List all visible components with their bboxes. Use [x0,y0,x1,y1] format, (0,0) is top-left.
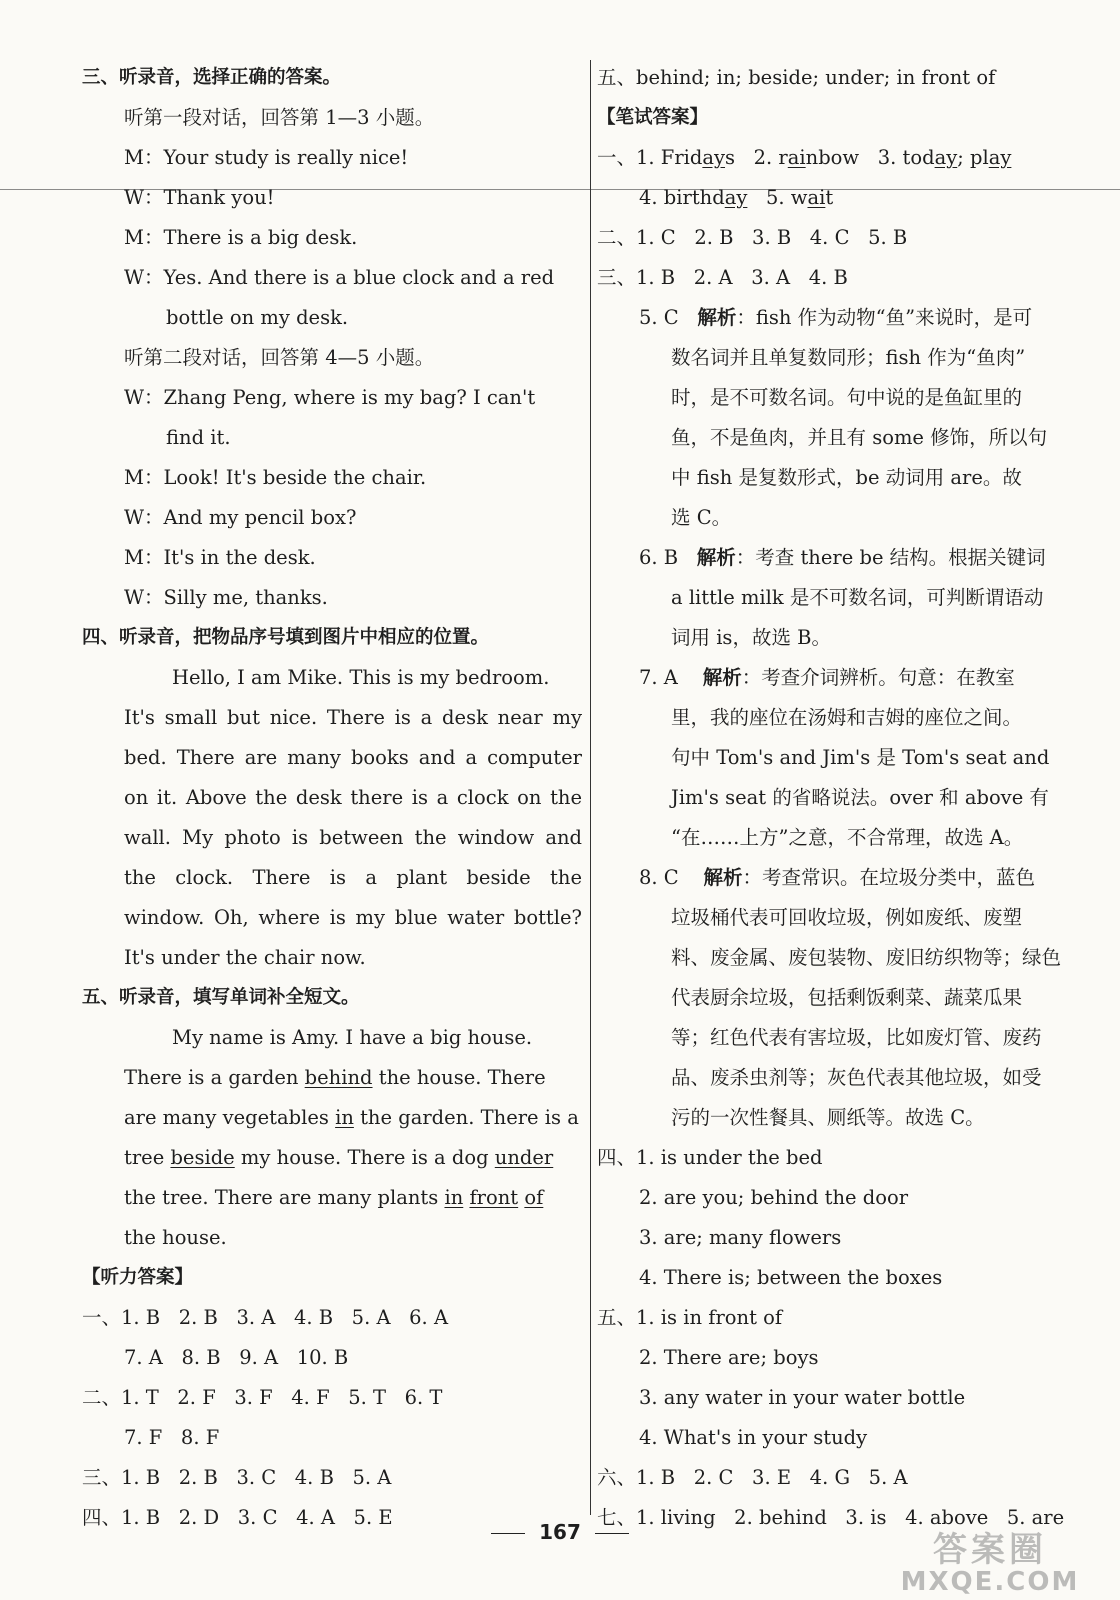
answer-row: 7. A 8. B 9. A 10. B [124,1346,349,1369]
passage-line: bed. There are many books and a computer [124,746,582,769]
dialogue-line: M：Look! It's beside the chair. [124,466,427,489]
dialogue-line: M：Your study is really nice! [124,146,409,169]
explanation-line: “在……上方”之意，不合常理，故选 A。 [671,826,1024,849]
answer-row: 二、1. T 2. F 3. F 4. F 5. T 6. T [82,1386,443,1409]
explanation-line: 时，是不可数名词。句中说的是鱼缸里的 [671,386,1023,409]
answer-blank: in [444,1186,464,1209]
passage-line: There is a garden behind the house. There [124,1066,546,1089]
passage-line: the tree. There are many plants in front of [124,1186,544,1209]
dialogue-line: M：It's in the desk. [124,546,316,569]
answer-row: 四、1. is under the bed [597,1146,823,1169]
answer-blank: behind [304,1066,373,1089]
explanation-line: 数名词并且单复数同形；fish 作为“鱼肉” [671,346,1026,369]
section-3-heading: 三、听录音，选择正确的答案。 [82,67,342,88]
explanation-q6: 6. B 解析：考查 there be 结构。根据关键词 [639,546,1046,569]
answer-row: 3. are; many flowers [639,1226,842,1249]
answer-row: 4. What's in your study [639,1426,868,1449]
answer-row: 五、1. is in front of [597,1306,783,1329]
passage-line: the house. [124,1226,227,1249]
column-divider [590,60,591,1515]
answer-blank: front [469,1186,519,1209]
explanation-q8: 8. C 解析：考查常识。在垃圾分类中，蓝色 [639,866,1036,889]
dash-right [595,1533,629,1534]
answer-row: 四、1. B 2. D 3. C 4. A 5. E [82,1506,393,1529]
answer-row: 一、1. Fridays 2. rainbow 3. today; play [597,146,1012,169]
watermark-text-bottom: MXQE.COM [900,1567,1080,1597]
dash-left [491,1533,525,1534]
dialogue-1-intro: 听第一段对话，回答第 1—3 小题。 [124,106,435,129]
dialogue-line: W：Yes. And there is a blue clock and a red [124,266,555,289]
explanation-line: 选 C。 [671,506,732,529]
watermark-text-top: 答案圈 [933,1530,1047,1570]
dialogue-line-continued: bottle on my desk. [166,306,349,329]
section-5-heading: 五、听录音，填写单词补全短文。 [82,987,360,1008]
passage-line: window. Oh, where is my blue water bottle? [124,906,582,929]
passage-line: are many vegetables in the garden. There is a [124,1106,579,1129]
watermark-logo [880,1522,1100,1597]
explanation-line: 句中 Tom's and Jim's 是 Tom's seat and [671,746,1050,769]
answer-row: 7. F 8. F [124,1426,220,1449]
dialogue-2-intro: 听第二段对话，回答第 4—5 小题。 [124,346,435,369]
dialogue-line: W：And my pencil box? [124,506,357,529]
passage-line: It's small but nice. There is a desk near my [124,706,582,729]
explanation-line: 代表厨余垃圾，包括剩饭剩菜、蔬菜瓜果 [671,986,1023,1009]
answer-row: 五、behind; in; beside; under; in front of [597,66,996,89]
answer-row: 3. any water in your water bottle [639,1386,966,1409]
explanation-line: 料、废金属、废包装物、废旧纺织物等；绿色 [671,946,1062,969]
explanation-line: 污的一次性餐具、厕纸等。故选 C。 [671,1106,985,1129]
dialogue-line: W：Thank you! [124,186,275,209]
passage-line: It's under the chair now. [124,946,366,969]
answer-row: 三、1. B 2. B 3. C 4. B 5. A [82,1466,392,1489]
listening-answers-heading: 【听力答案】 [82,1267,194,1288]
answer-blank: in [335,1106,354,1129]
page-number: 167 [0,1520,1120,1544]
explanation-line: 里，我的座位在汤姆和吉姆的座位之间。 [671,706,1023,729]
answer-row: 六、1. B 2. C 3. E 4. G 5. A [597,1466,908,1489]
explanation-line: 鱼，不是鱼肉，并且有 some 修饰，所以句 [671,426,1048,449]
explanation-line: 中 fish 是复数形式，be 动词用 are。故 [671,466,1022,489]
answer-row: 2. There are; boys [639,1346,819,1369]
answer-row: 2. are you; behind the door [639,1186,909,1209]
passage-line: on it. Above the desk there is a clock on the [124,786,582,809]
section-4-heading: 四、听录音，把物品序号填到图片中相应的位置。 [82,627,490,648]
answer-blank: beside [170,1146,235,1169]
answer-blank: under [494,1146,554,1169]
explanation-line: 词用 is，故选 B。 [671,626,831,649]
explanation-line: 垃圾桶代表可回收垃圾，例如废纸、废塑 [671,906,1023,929]
dialogue-line: W：Silly me, thanks. [124,586,328,609]
passage-line: tree beside my house. There is a dog under [124,1146,554,1169]
dialogue-line: M：There is a big desk. [124,226,358,249]
explanation-line: 等；红色代表有害垃圾，比如废灯管、废药 [671,1026,1042,1049]
explanation-q7: 7. A 解析：考查介词辨析。句意：在教室 [639,666,1015,689]
answer-row: 二、1. C 2. B 3. B 4. C 5. B [597,226,908,249]
passage-line: Hello, I am Mike. This is my bedroom. [172,666,550,689]
explanation-line: 品、废杀虫剂等；灰色代表其他垃圾，如受 [671,1066,1042,1089]
written-answers-heading: 【笔试答案】 [597,107,709,128]
dialogue-line: W：Zhang Peng, where is my bag? I can't [124,386,536,409]
left-column [82,58,582,1538]
explanation-line: Jim's seat 的省略说法。over 和 above 有 [671,786,1049,809]
passage-line: My name is Amy. I have a big house. [172,1026,533,1049]
right-column [597,58,1105,1538]
answer-row: 一、1. B 2. B 3. A 4. B 5. A 6. A [82,1306,449,1329]
passage-line: the clock. There is a plant beside the [124,866,582,889]
explanation-line: a little milk 是不可数名词，可判断谓语动 [671,586,1044,609]
dialogue-line-continued: find it. [166,426,231,449]
answer-row: 4. There is; between the boxes [639,1266,943,1289]
explanation-q5: 5. C 解析：fish 作为动物“鱼”来说时，是可 [639,306,1033,329]
answer-row: 七、1. living 2. behind 3. is 4. above 5. are [597,1506,1065,1529]
answer-blank: of [524,1186,544,1209]
answer-row: 三、1. B 2. A 3. A 4. B [597,266,848,289]
passage-line: wall. My photo is between the window and [124,826,582,849]
answer-row: 4. birthday 5. wait [639,186,834,209]
